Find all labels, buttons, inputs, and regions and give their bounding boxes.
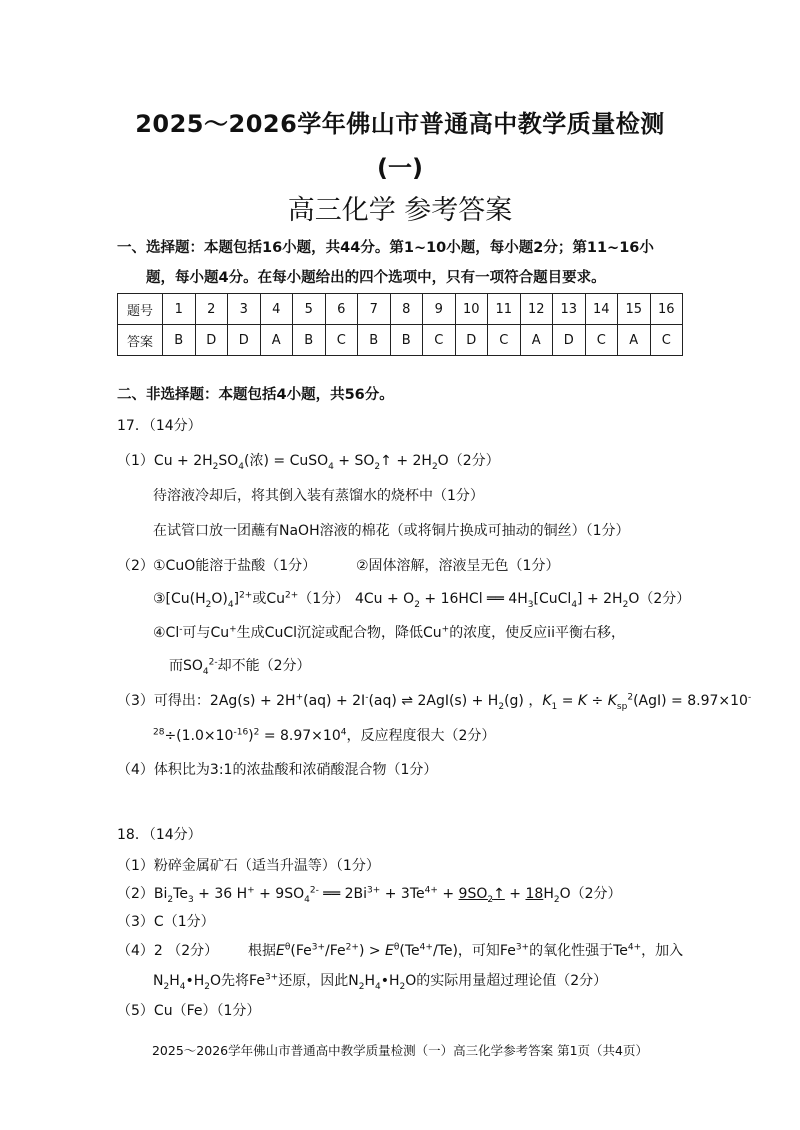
answer-table: [117, 293, 683, 356]
table-header-cell: 题号: [118, 294, 163, 325]
q18-part5: （5）Cu（Fe）（1分）: [117, 1003, 261, 1019]
table-cell: 8: [390, 294, 423, 325]
table-cell: 13: [553, 294, 586, 325]
table-header-cell: 答案: [118, 325, 163, 356]
table-cell: D: [553, 325, 586, 356]
q17-part2-e: ④Cl-可与Cu+生成CuCl沉淀或配合物，降低Cu+的浓度，使反应ii平衡右移，: [153, 624, 625, 641]
table-cell: 4: [260, 294, 293, 325]
table-cell: B: [390, 325, 423, 356]
table-cell: 9: [423, 294, 456, 325]
answer-key-subtitle: 高三化学 参考答案: [287, 195, 513, 226]
table-cell: D: [228, 325, 261, 356]
q18-heading: 18．（14分）: [117, 827, 202, 843]
q18-part4-line2: $N_2H_4•H_2O$先将$Fe^{3+}$还原，因此$N_2H_4•H_2O$的实际用量超过理论值（2分）: [153, 972, 608, 992]
exam-title-part: (一): [377, 154, 423, 182]
table-row-numbers: [118, 294, 683, 325]
table-cell: 14: [585, 294, 618, 325]
table-cell: 16: [650, 294, 683, 325]
table-cell: B: [293, 325, 326, 356]
q17-part2-c: $③[Cu(H_2O)_4]^{2+}$或$Cu^{2+}(1$分）: [153, 590, 350, 610]
table-row-answers: [118, 325, 683, 356]
table-cell: C: [585, 325, 618, 356]
table-cell: 7: [358, 294, 391, 325]
section1-heading: 一、选择题：本题包括16小题，共44分。第1~10小题，每小题2分；第11~16小: [117, 240, 654, 256]
q18-part4-line1: （4）2 （2分）: [117, 943, 219, 959]
q18-part2-equation: $(2)Bi_2Te_3 + 36$ $H^+ + 9SO_4^{2-}$ ══ $2Bi^{3+} + 3Te^{4+}$ + $9SO_2↑ + 18H_2O(2$分）: [117, 885, 622, 905]
table-cell: C: [488, 325, 521, 356]
table-cell: C: [423, 325, 456, 356]
page-footer: 2025～2026学年佛山市普通高中教学质量检测（一）高三化学参考答案 第1页（共4页）: [151, 1043, 648, 1058]
section1-heading-cont: 题，每小题4分。在每小题给出的四个选项中，只有一项符合题目要求。: [146, 270, 606, 286]
q17-part1-equation: $(1)Cu + 2H_2SO_4$(浓) = CuSO$_4$ + $SO_2↑ + 2H_2O(2$分）: [117, 453, 500, 472]
table-cell: B: [163, 325, 196, 356]
q17-part1-line2: 待溶液冷却后，将其倒入装有蒸馏水的烧杯中（1分）: [153, 488, 484, 504]
q17-part2-b: ②固体溶解，溶液呈无色（1分）: [356, 558, 560, 574]
table-cell: 6: [325, 294, 358, 325]
exam-title: 2025～2026学年佛山市普通高中教学质量检测: [135, 110, 665, 138]
table-cell: 2: [195, 294, 228, 325]
table-cell: C: [650, 325, 683, 356]
table-cell: A: [520, 325, 553, 356]
q17-part1-line3: 在试管口放一团蘸有NaOH溶液的棉花（或将铜片换成可抽动的铜丝）（1分）: [153, 523, 630, 539]
section2-heading: 二、非选择题：本题包括4小题，共56分。: [117, 387, 394, 403]
q17-part2-d: $4Cu + O_2 + 16HCl$ ══ $4H_3[CuCl_4] + 2H_2O(2$分）: [355, 591, 691, 610]
table-cell: B: [358, 325, 391, 356]
table-cell: D: [455, 325, 488, 356]
q17-part4: （4）体积比为3:1的浓盐酸和浓硝酸混合物（1分）: [117, 762, 438, 778]
table-cell: 3: [228, 294, 261, 325]
table-cell: 11: [488, 294, 521, 325]
q17-part3-line2: $^{28}\div(1.0\times 10^{-16})^2 = 8.97\times 10^4$，反应程度很大（2分）: [153, 727, 496, 744]
table-cell: 15: [618, 294, 651, 325]
q17-part2-a: ①CuO能溶于盐酸（1分）: [153, 558, 317, 574]
table-cell: C: [325, 325, 358, 356]
q18-part4-reason: 根据$E^\theta(Fe^{3+}/Fe^{2+}) > E^\theta(Te^{4+}/Te)$，可知$Fe^{3+}$的氧化性强于$Te^{4+}$，加入: [248, 942, 684, 959]
table-cell: 5: [293, 294, 326, 325]
q17-part2-f: 而$SO_4^{2-}$却不能（2分）: [169, 657, 311, 677]
table-cell: 1: [163, 294, 196, 325]
table-cell: 12: [520, 294, 553, 325]
table-cell: D: [195, 325, 228, 356]
table-cell: A: [260, 325, 293, 356]
table-cell: A: [618, 325, 651, 356]
q17-part2-label: （2）: [117, 558, 154, 574]
q18-part3: （3）C（1分）: [117, 914, 215, 930]
q17-part3-line1: （3）可得出：2Ag(s) + 2H+(aq) + 2I-(aq) ⇌ $2AgI(s) + H_2(g)$ ，$K_1 = K \div K_{sp}^2(AgI) = 8.97\times 10^-$: [117, 692, 752, 712]
q18-part1: （1）粉碎金属矿石（适当升温等）（1分）: [117, 858, 380, 874]
table-cell: 10: [455, 294, 488, 325]
q17-heading: 17．（14分）: [117, 418, 202, 434]
